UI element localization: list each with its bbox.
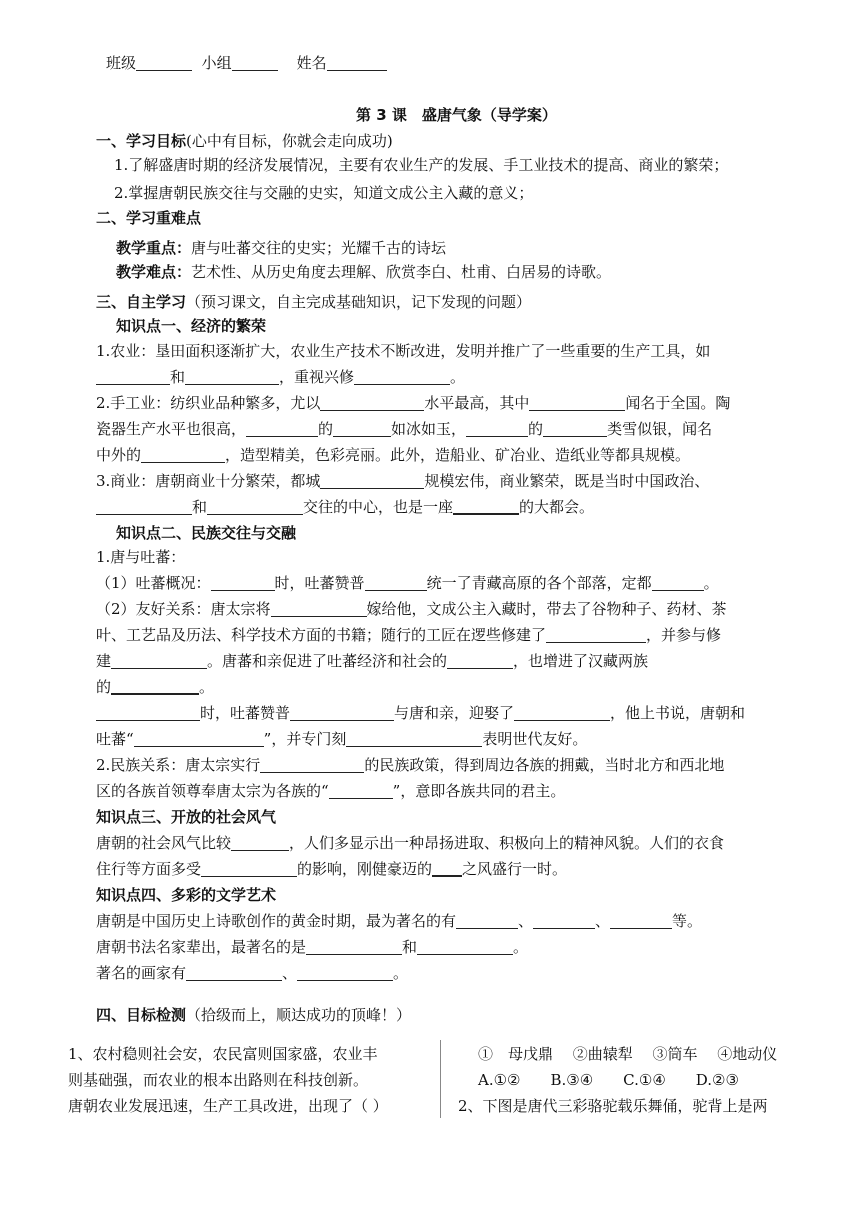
fill-blank[interactable] bbox=[96, 499, 192, 515]
section-4-heading bbox=[96, 1004, 411, 1026]
fill-blank[interactable] bbox=[246, 421, 318, 437]
knowledge-point-2-title: 知识点二、民族交往与交融 bbox=[116, 524, 297, 542]
fill-blank[interactable] bbox=[306, 939, 402, 955]
text: 、 bbox=[518, 912, 534, 930]
k3-line-1 bbox=[96, 832, 724, 854]
section-3-title: 三、自主学习 bbox=[96, 293, 187, 311]
fill-blank[interactable] bbox=[141, 447, 225, 463]
section-1-title: 一、学习目标 bbox=[96, 132, 187, 150]
text: 区的各族首领尊奉唐太宗为各族的“ bbox=[96, 782, 329, 800]
section-4-note: （拾级而上，顺达成功的顶峰！） bbox=[186, 1006, 412, 1024]
text: 3.商业：唐朝商业十分繁荣，都城 bbox=[96, 472, 321, 490]
fill-blank[interactable] bbox=[333, 421, 391, 437]
fill-blank[interactable] bbox=[111, 678, 199, 695]
class-label: 班级 bbox=[106, 54, 137, 72]
text: 等。 bbox=[672, 912, 703, 930]
text: ，他上书说，唐朝和 bbox=[610, 704, 746, 722]
fill-blank[interactable] bbox=[290, 705, 394, 721]
fill-blank[interactable] bbox=[453, 498, 519, 515]
fill-blank[interactable] bbox=[111, 653, 207, 669]
fill-blank[interactable] bbox=[533, 913, 595, 929]
question-1-choices[interactable]: A.①② B.③④ C.①④ D.②③ bbox=[478, 1071, 739, 1089]
fill-blank[interactable] bbox=[365, 575, 427, 591]
fill-blank[interactable] bbox=[417, 939, 513, 955]
section-4-title: 四、目标检测 bbox=[96, 1006, 187, 1024]
text: 表明世代友好。 bbox=[482, 730, 588, 748]
text: 2.民族关系：唐太宗实行 bbox=[96, 756, 261, 774]
fill-blank[interactable] bbox=[529, 395, 625, 411]
page-title: 第 3 课 盛唐气象（导学案） bbox=[356, 106, 557, 124]
text: ”，并专门刻 bbox=[263, 730, 347, 748]
text: 。 bbox=[450, 368, 466, 386]
fill-blank[interactable] bbox=[466, 421, 528, 437]
text: ，也增进了汉藏两族 bbox=[513, 652, 649, 670]
k1-agriculture-line-1: 1.农业：垦田面积逐渐扩大，农业生产技术不断改进，发明并推广了一些重要的生产工具，如 bbox=[96, 342, 711, 360]
goal-1: 1.了解盛唐时期的经济发展情况，主要有农业生产的发展、手工业技术的提高、商业的繁荣； bbox=[114, 156, 729, 174]
fill-blank[interactable] bbox=[432, 860, 462, 877]
fill-blank[interactable] bbox=[211, 575, 275, 591]
text: 交往的中心，也是一座 bbox=[303, 498, 454, 516]
text: 时，吐蕃赞普 bbox=[274, 574, 365, 592]
k2-tubo-overview bbox=[96, 572, 719, 594]
fill-blank[interactable] bbox=[456, 913, 518, 929]
fill-blank[interactable] bbox=[346, 731, 482, 747]
fill-blank[interactable] bbox=[186, 965, 282, 981]
k2-ethnic-line-2 bbox=[96, 780, 565, 802]
fill-blank[interactable] bbox=[185, 369, 279, 385]
fill-blank[interactable] bbox=[271, 601, 367, 617]
text: 之风盛行一时。 bbox=[462, 860, 568, 878]
k4-line-2 bbox=[96, 936, 528, 958]
fill-blank[interactable] bbox=[96, 705, 200, 721]
section-1-heading bbox=[96, 130, 393, 152]
text: 建 bbox=[96, 652, 112, 670]
text: 如冰如玉， bbox=[391, 420, 467, 438]
teaching-difficulty bbox=[116, 261, 611, 283]
question-2-line-1: 2、下图是唐代三彩骆驼载乐舞俑，驼背上是两 bbox=[458, 1097, 768, 1115]
text: 的大都会。 bbox=[519, 498, 595, 516]
difficulty-label: 教学难点： bbox=[116, 263, 192, 281]
text: 唐朝书法名家辈出，最著名的是 bbox=[96, 938, 307, 956]
fill-blank[interactable] bbox=[546, 627, 646, 643]
text: ”，意即各族共同的君主。 bbox=[392, 782, 566, 800]
text: ，人们多显示出一种昂扬进取、积极向上的精神风貌。人们的衣食 bbox=[289, 834, 725, 852]
k1-trade-line-2 bbox=[96, 496, 594, 518]
text: 、 bbox=[595, 912, 611, 930]
knowledge-point-4-title: 知识点四、多彩的文学艺术 bbox=[96, 886, 277, 904]
k1-craft-line-2 bbox=[96, 418, 712, 440]
key-point-label: 教学重点： bbox=[116, 239, 192, 257]
k2-friendship-line-1 bbox=[96, 598, 727, 620]
k2-friendship-line-5 bbox=[96, 702, 745, 724]
fill-blank[interactable] bbox=[260, 757, 364, 773]
goal-2: 2.掌握唐朝民族交往与交融的史实，知道文成公主入藏的意义； bbox=[114, 184, 534, 202]
text: 。 bbox=[703, 574, 719, 592]
k3-line-2 bbox=[96, 858, 567, 880]
section-1-note: (心中有目标，你就会走向成功) bbox=[186, 132, 393, 150]
name-blank[interactable] bbox=[327, 55, 387, 71]
text: （2）友好关系：唐太宗将 bbox=[96, 600, 271, 618]
fill-blank[interactable] bbox=[354, 369, 450, 385]
fill-blank[interactable] bbox=[320, 395, 424, 411]
name-label: 姓名 bbox=[296, 54, 327, 72]
text: 与唐和亲，迎娶了 bbox=[394, 704, 515, 722]
text: 。 bbox=[513, 938, 529, 956]
text: ，重视兴修 bbox=[279, 368, 355, 386]
k1-trade-line-1 bbox=[96, 470, 709, 492]
k2-friendship-line-4 bbox=[96, 676, 214, 698]
text: 唐朝是中国历史上诗歌创作的黄金时期，最为著名的有 bbox=[96, 912, 457, 930]
question-1-line-1: 1、农村稳则社会安，农民富则国家盛，农业丰 bbox=[68, 1045, 378, 1063]
text: 。 bbox=[199, 678, 215, 696]
k1-agriculture-line-2 bbox=[96, 366, 465, 388]
text: 著名的画家有 bbox=[96, 964, 187, 982]
section-2-title: 二、学习重难点 bbox=[96, 209, 202, 227]
group-blank[interactable] bbox=[232, 55, 278, 71]
section-3-note: （预习课文，自主完成基础知识，记下发现的问题） bbox=[186, 293, 532, 311]
text: 和 bbox=[192, 498, 208, 516]
fill-blank[interactable] bbox=[652, 575, 704, 591]
text: ，造型精美，色彩亮丽。此外，造船业、矿冶业、造纸业等都具规模。 bbox=[225, 446, 691, 464]
text: 吐蕃“ bbox=[96, 730, 134, 748]
teaching-key-point bbox=[116, 237, 446, 259]
fill-blank[interactable] bbox=[514, 705, 610, 721]
text: 叶、工艺品及历法、科学技术方面的书籍；随行的工匠在逻些修建了 bbox=[96, 626, 547, 644]
text: 的影响，刚健豪迈的 bbox=[297, 860, 433, 878]
k1-craft-line-3 bbox=[96, 444, 690, 466]
fill-blank[interactable] bbox=[207, 499, 303, 515]
fill-blank[interactable] bbox=[297, 965, 393, 981]
column-divider bbox=[440, 1040, 441, 1118]
text: 规模宏伟，商业繁荣，既是当时中国政治、 bbox=[424, 472, 710, 490]
k2-friendship-line-3 bbox=[96, 650, 648, 672]
fill-blank[interactable] bbox=[610, 913, 672, 929]
question-1-line-3: 唐朝农业发展迅速，生产工具改进，出现了（ ） bbox=[68, 1097, 388, 1115]
fill-blank[interactable] bbox=[320, 473, 424, 489]
text: 唐朝的社会风气比较 bbox=[96, 834, 232, 852]
knowledge-point-1-title: 知识点一、经济的繁荣 bbox=[116, 317, 267, 335]
group-label: 小组 bbox=[201, 54, 232, 72]
fill-blank[interactable] bbox=[231, 835, 289, 851]
key-point-text: 唐与吐蕃交往的史实；光耀千古的诗坛 bbox=[191, 239, 447, 257]
text: 类雪似银，闻名 bbox=[607, 420, 713, 438]
text: 。 bbox=[393, 964, 409, 982]
k2-friendship-line-6 bbox=[96, 728, 587, 750]
text: 的 bbox=[96, 678, 112, 696]
text: 2.手工业：纺织业品种繁多，尤以 bbox=[96, 394, 321, 412]
text: ，并参与修 bbox=[646, 626, 722, 644]
section-3-heading bbox=[96, 291, 531, 313]
class-blank[interactable] bbox=[136, 55, 192, 71]
fill-blank[interactable] bbox=[447, 653, 513, 669]
text: 。唐蕃和亲促进了吐蕃经济和社会的 bbox=[207, 652, 448, 670]
question-1-line-2: 则基础强，而农业的根本出路则在科技创新。 bbox=[68, 1071, 369, 1089]
text: 闻名于全国。陶 bbox=[625, 394, 731, 412]
k2-tubo-title: 1.唐与吐蕃： bbox=[96, 548, 186, 566]
knowledge-point-3-title: 知识点三、开放的社会风气 bbox=[96, 808, 277, 826]
text: 水平最高，其中 bbox=[424, 394, 530, 412]
fill-blank[interactable] bbox=[96, 369, 170, 385]
difficulty-text: 艺术性、从历史角度去理解、欣赏李白、杜甫、白居易的诗歌。 bbox=[191, 263, 612, 281]
student-info-line bbox=[106, 52, 387, 74]
question-1-options: ① 母戊鼎 ②曲辕犁 ③筒车 ④地动仪 bbox=[478, 1045, 778, 1063]
text: 、 bbox=[282, 964, 298, 982]
k2-ethnic-line-1 bbox=[96, 754, 724, 776]
text: （1）吐蕃概况： bbox=[96, 574, 211, 592]
text: 的 bbox=[528, 420, 544, 438]
fill-blank[interactable] bbox=[201, 861, 297, 877]
fill-blank[interactable] bbox=[543, 421, 607, 437]
text: 统一了青藏高原的各个部落，定都 bbox=[426, 574, 652, 592]
text: 嫁给他，文成公主入藏时，带去了谷物种子、药材、茶 bbox=[366, 600, 727, 618]
text: 的 bbox=[318, 420, 334, 438]
k2-friendship-line-2 bbox=[96, 624, 721, 646]
fill-blank[interactable] bbox=[329, 783, 393, 799]
k1-craft-line-1 bbox=[96, 392, 730, 414]
text: 时，吐蕃赞普 bbox=[200, 704, 291, 722]
text: 和 bbox=[402, 938, 418, 956]
text: 中外的 bbox=[96, 446, 142, 464]
text: 瓷器生产水平也很高， bbox=[96, 420, 247, 438]
text: 和 bbox=[170, 368, 186, 386]
k4-line-1 bbox=[96, 910, 702, 932]
k4-line-3 bbox=[96, 962, 408, 984]
fill-blank[interactable] bbox=[134, 731, 264, 747]
text: 住行等方面多受 bbox=[96, 860, 202, 878]
text: 的民族政策，得到周边各族的拥戴，当时北方和西北地 bbox=[364, 756, 725, 774]
